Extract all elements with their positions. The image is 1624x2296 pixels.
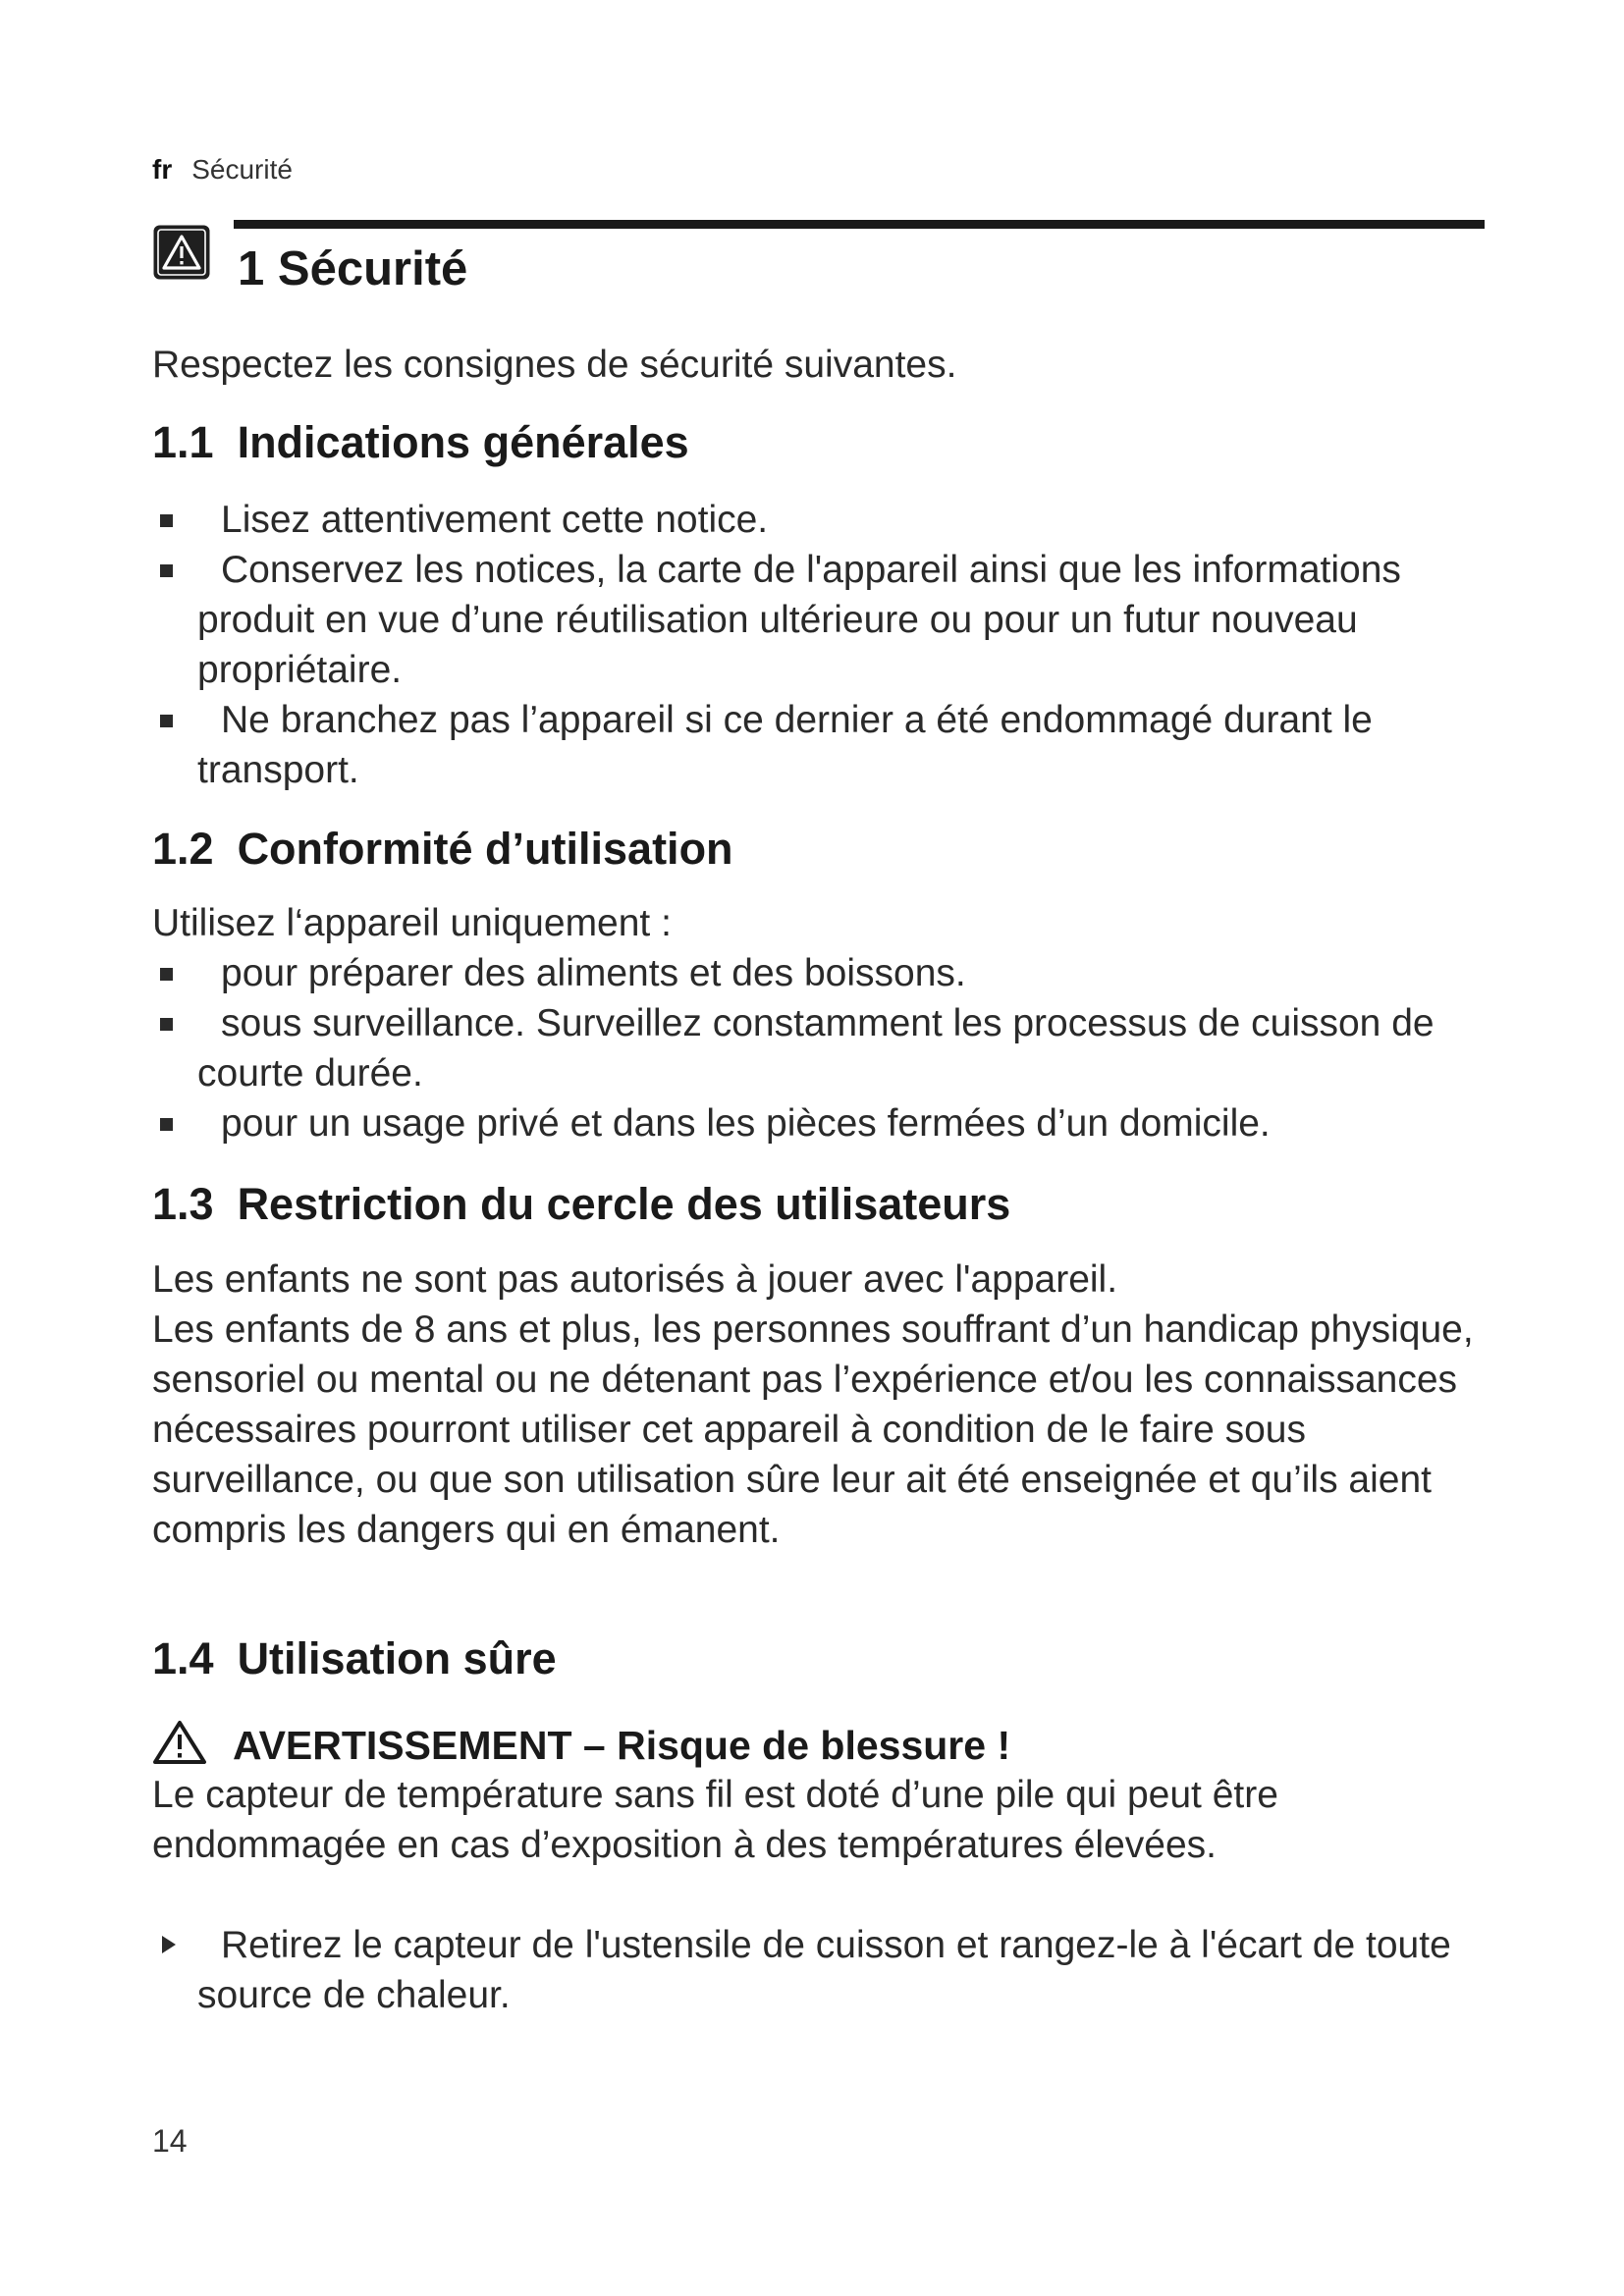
list-item: Ne branchez pas l’appareil si ce dernier a été endommagé durant le transport. [152,695,1507,795]
section-heading-1-4 [152,1632,557,1685]
list-item: pour préparer des aliments et des boissons. [152,948,1507,998]
warning-triangle-icon [152,1720,207,1765]
section-title: Conformité d’utilisation [237,824,733,874]
section-heading-1-1 [152,416,689,469]
chapter-rule [234,220,1485,229]
paragraph: Les enfants ne sont pas autorisés à jouer avec l'appareil. [152,1258,1118,1301]
section-title: Utilisation sûre [237,1633,557,1683]
section-heading-1-2 [152,823,733,876]
section-title: Indications générales [237,417,689,467]
usage-conformity-list [152,948,1507,1148]
warning-heading [152,1720,1010,1771]
bullet-square-icon [160,1118,173,1131]
section-title: Restriction du cercle des utilisateurs [237,1179,1011,1229]
section-heading-1-3 [152,1178,1010,1231]
bullet-square-icon [160,514,173,527]
section-number: 1.3 [152,1179,214,1229]
warning-text: Le capteur de température sans fil est doté d’une pile qui peut être endommagée en cas d’exposition à des températures élevées. [152,1774,1278,1866]
section-number: 1.1 [152,417,214,467]
chapter-number: 1 [238,242,265,295]
section-intro: Utilisez l‘appareil uniquement : [152,902,672,944]
paragraph: Les enfants de 8 ans et plus, les personnes souffrant d’un handicap physique, sensoriel ou mental ou ne détenant pas l’expérience et/ou les connaissances nécessaires pourront utiliser cet appareil à condition de le faire sous surveillance, ou que son utilisation sûre leur ait été enseignée et qu’ils aient compris les dangers qui en émanent. [152,1308,1474,1551]
running-header [152,153,293,187]
warning-box-icon [152,224,211,281]
action-arrow-icon [162,1936,176,1953]
running-header-section: Sécurité [191,154,293,185]
section-number: 1.4 [152,1633,214,1683]
list-item: Lisez attentivement cette notice. [152,495,1507,545]
list-item: sous surveillance. Surveillez constamment les processus de cuisson de courte durée. [152,998,1507,1098]
section-number: 1.2 [152,824,214,874]
list-item: Conservez les notices, la carte de l'appareil ainsi que les informations produit en vue d’une réutilisation ultérieure ou pour un futur nouveau propriétaire. [152,545,1507,695]
list-item: pour un usage privé et dans les pièces fermées d’un domicile. [152,1098,1507,1148]
chapter-title [238,241,467,296]
chapter-title-text: Sécurité [277,242,468,295]
chapter-intro: Respectez les consignes de sécurité suivantes. [152,344,957,386]
language-code: fr [152,154,173,185]
bullet-square-icon [160,1018,173,1031]
bullet-square-icon [160,564,173,577]
warning-action: Retirez le capteur de l'ustensile de cuisson et rangez-le à l'écart de toute source de chaleur. [152,1920,1552,2020]
bullet-square-icon [160,715,173,727]
general-indications-list [152,495,1507,795]
bullet-square-icon [160,968,173,981]
warning-title: AVERTISSEMENT – Risque de blessure ! [233,1723,1011,1768]
page-number: 14 [152,2123,188,2159]
